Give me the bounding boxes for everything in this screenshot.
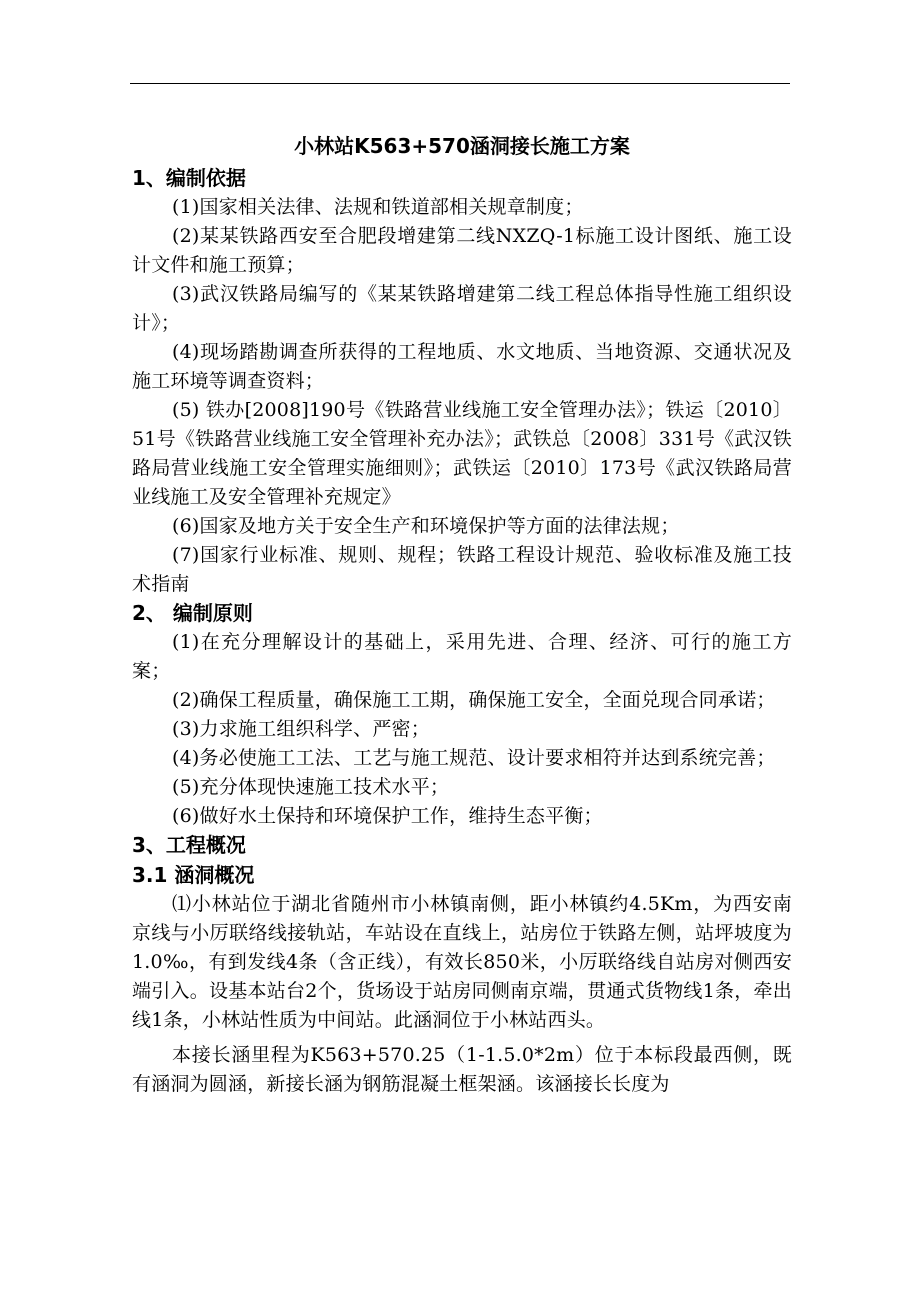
paragraph: (6)做好水土保持和环境保护工作，维持生态平衡； bbox=[172, 805, 603, 827]
paragraph: (5)充分体现快速施工技术水平； bbox=[172, 776, 450, 798]
subsection-heading-3-1: 3.1 涵洞概况 bbox=[132, 863, 255, 887]
paragraph: (4)务必使施工工法、工艺与施工规范、设计要求相符并达到系统完善； bbox=[172, 747, 776, 769]
paragraph: (4)现场踏勘调查所获得的工程地质、水文地质、当地资源、交通状况及施工环境等调查资料； bbox=[132, 341, 792, 392]
paragraph: (1)国家相关法律、法规和铁道部相关规章制度； bbox=[172, 196, 584, 218]
section-heading-2: 2、 编制原则 bbox=[132, 601, 253, 625]
paragraph: (1)在充分理解设计的基础上，采用先进、合理、经济、可行的施工方案； bbox=[132, 631, 792, 682]
paragraph: (7)国家行业标准、规则、规程；铁路工程设计规范、验收标准及施工技术指南 bbox=[132, 544, 792, 595]
paragraph: (3)武汉铁路局编写的《某某铁路增建第二线工程总体指导性施工组织设计》； bbox=[132, 283, 792, 334]
section-heading-3: 3、工程概况 bbox=[132, 833, 246, 857]
paragraph: ⑴小林站位于湖北省随州市小林镇南侧，距小林镇约4.5Km，为西安南京线与小厉联络线接轨站，车站设在直线上，站房位于铁路左侧，站坪坡度为1.0‰，有到发线4条（含正线），有效长850米，小厉联络线自站房对侧西安端引入。设基本站台2个，货场设于站房同侧南京端，贯通式货物线1条，牵出线1条，小林站性质为中间站。此涵洞位于小林站西头。 bbox=[132, 893, 792, 1031]
paragraph: (3)力求施工组织科学、严密； bbox=[172, 718, 430, 740]
document-title: 小林站K563+570涵洞接长施工方案 bbox=[294, 134, 630, 158]
header-rule bbox=[130, 83, 790, 84]
paragraph: (2)确保工程质量，确保施工工期，确保施工安全，全面兑现合同承诺； bbox=[172, 689, 776, 711]
paragraph: (2)某某铁路西安至合肥段增建第二线NXZQ-1标施工设计图纸、施工设计文件和施工预算； bbox=[132, 225, 792, 276]
document-body bbox=[132, 128, 792, 1099]
section-heading-1: 1、编制依据 bbox=[132, 166, 246, 190]
paragraph: (5) 铁办[2008]190号《铁路营业线施工安全管理办法》；铁运〔2010〕51号《铁路营业线施工安全管理补充办法》；武铁总〔2008〕331号《武汉铁路局营业线施工安全管理实施细则》；武铁运〔2010〕173号《武汉铁路局营业线施工及安全管理补充规定》 bbox=[132, 399, 792, 508]
paragraph: 本接长涵里程为K563+570.25（1-1.5.0*2m）位于本标段最西侧，既有涵洞为圆涵，新接长涵为钢筋混凝土框架涵。该涵接长长度为 bbox=[132, 1044, 792, 1095]
paragraph: (6)国家及地方关于安全生产和环境保护等方面的法律法规； bbox=[172, 515, 680, 537]
